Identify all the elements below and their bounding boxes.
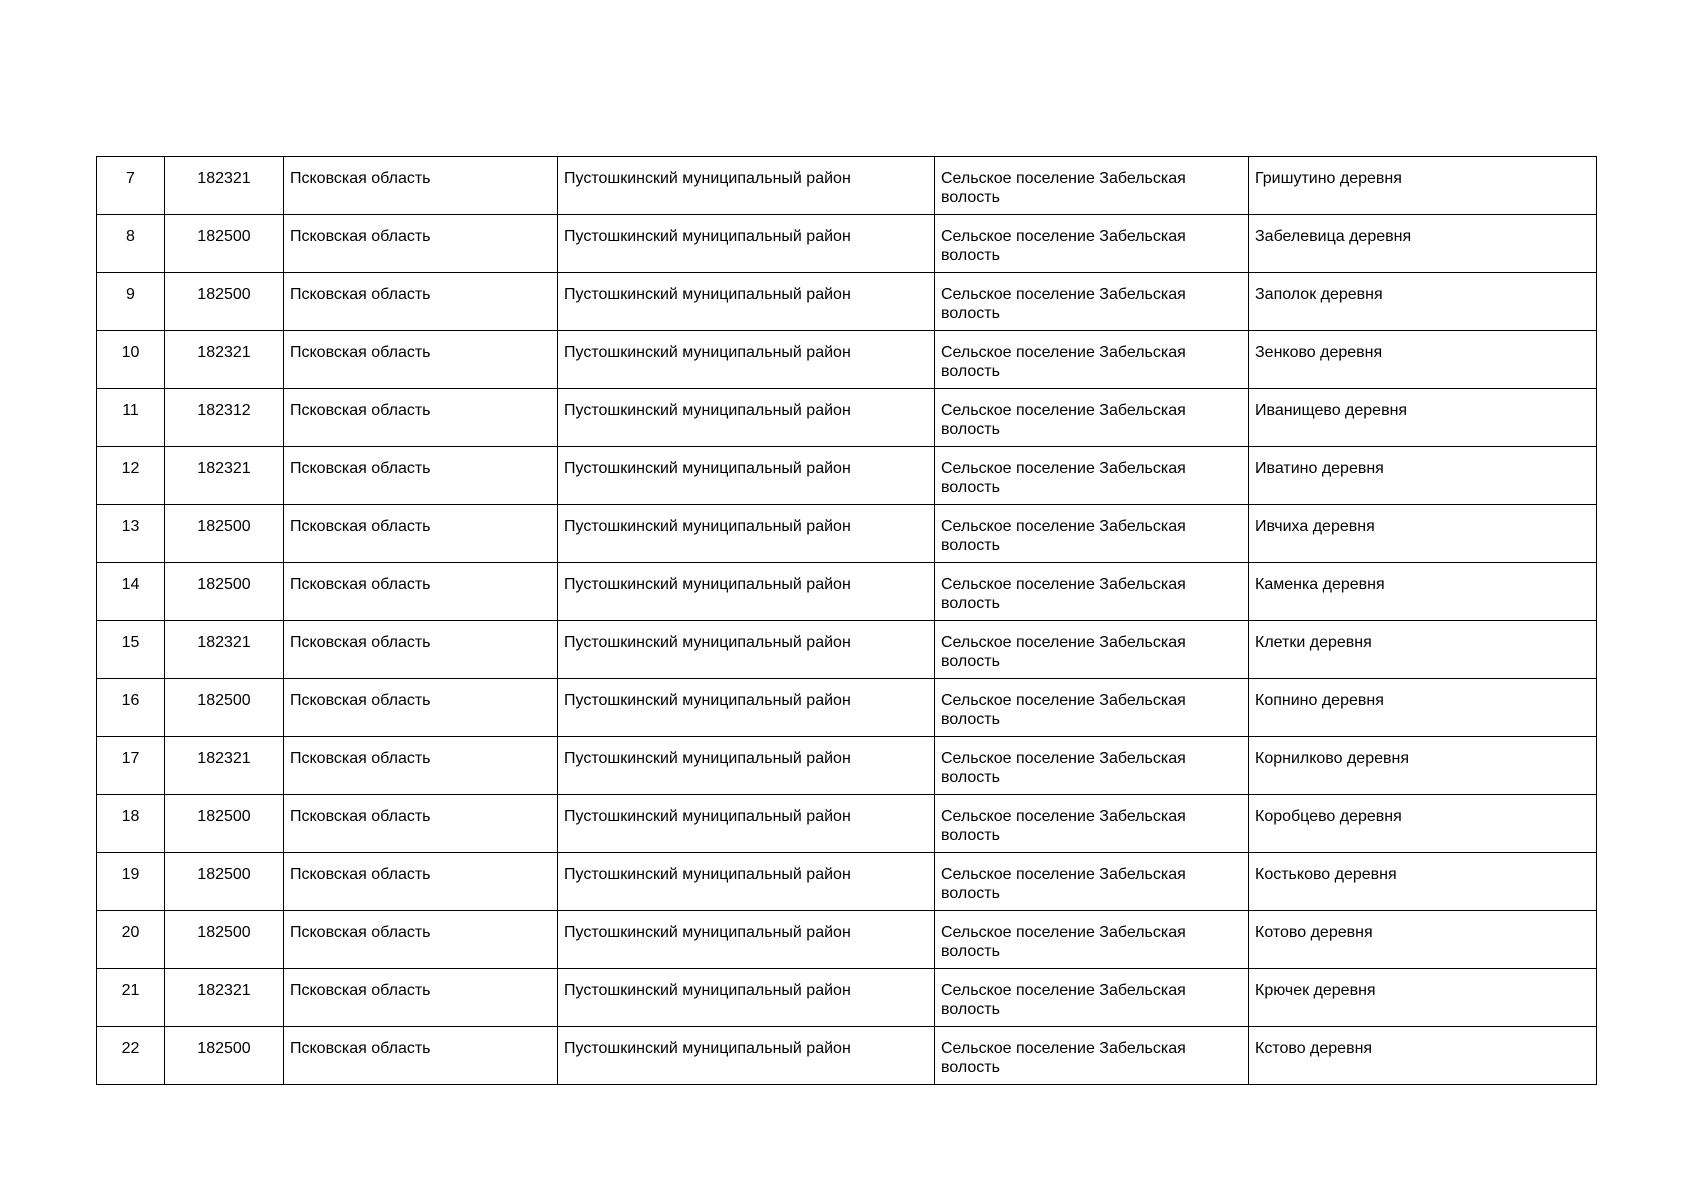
row-number-cell: 20 [97,911,165,969]
region-cell: Псковская область [284,447,558,505]
row-number-cell: 19 [97,853,165,911]
district-cell: Пустошкинский муниципальный район [558,853,935,911]
locality-cell: Иватино деревня [1249,447,1597,505]
locality-cell: Зенково деревня [1249,331,1597,389]
locality-cell: Каменка деревня [1249,563,1597,621]
row-number-cell: 7 [97,157,165,215]
locality-cell: Кстово деревня [1249,1027,1597,1085]
postal-index-cell: 182500 [165,795,284,853]
settlement-cell: Сельское поселение Забельская волость [935,679,1249,737]
region-cell: Псковская область [284,621,558,679]
region-cell: Псковская область [284,795,558,853]
table-body [97,157,1597,1085]
postal-index-cell: 182500 [165,215,284,273]
region-cell: Псковская область [284,679,558,737]
table-row [97,331,1597,389]
settlement-cell: Сельское поселение Забельская волость [935,563,1249,621]
region-cell: Псковская область [284,969,558,1027]
district-cell: Пустошкинский муниципальный район [558,795,935,853]
region-cell: Псковская область [284,389,558,447]
district-cell: Пустошкинский муниципальный район [558,737,935,795]
postal-index-cell: 182500 [165,505,284,563]
region-cell: Псковская область [284,853,558,911]
district-cell: Пустошкинский муниципальный район [558,447,935,505]
region-cell: Псковская область [284,273,558,331]
settlement-cell: Сельское поселение Забельская волость [935,157,1249,215]
row-number-cell: 14 [97,563,165,621]
settlement-cell: Сельское поселение Забельская волость [935,273,1249,331]
table-row [97,563,1597,621]
region-cell: Псковская область [284,505,558,563]
locality-cell: Забелевица деревня [1249,215,1597,273]
region-cell: Псковская область [284,737,558,795]
row-number-cell: 18 [97,795,165,853]
settlement-cell: Сельское поселение Забельская волость [935,621,1249,679]
district-cell: Пустошкинский муниципальный район [558,505,935,563]
settlement-cell: Сельское поселение Забельская волость [935,969,1249,1027]
district-cell: Пустошкинский муниципальный район [558,621,935,679]
locality-cell: Котово деревня [1249,911,1597,969]
table-row [97,911,1597,969]
table-row [97,215,1597,273]
settlement-cell: Сельское поселение Забельская волость [935,215,1249,273]
region-cell: Псковская область [284,1027,558,1085]
locality-cell: Клетки деревня [1249,621,1597,679]
postal-index-cell: 182321 [165,157,284,215]
row-number-cell: 17 [97,737,165,795]
district-cell: Пустошкинский муниципальный район [558,331,935,389]
locality-cell: Корнилково деревня [1249,737,1597,795]
table-row [97,795,1597,853]
locality-cell: Копнино деревня [1249,679,1597,737]
settlement-cell: Сельское поселение Забельская волость [935,389,1249,447]
row-number-cell: 16 [97,679,165,737]
postal-index-cell: 182312 [165,389,284,447]
settlement-cell: Сельское поселение Забельская волость [935,737,1249,795]
postal-index-cell: 182321 [165,969,284,1027]
district-cell: Пустошкинский муниципальный район [558,911,935,969]
settlement-cell: Сельское поселение Забельская волость [935,911,1249,969]
district-cell: Пустошкинский муниципальный район [558,157,935,215]
row-number-cell: 22 [97,1027,165,1085]
region-cell: Псковская область [284,215,558,273]
region-cell: Псковская область [284,331,558,389]
district-cell: Пустошкинский муниципальный район [558,273,935,331]
row-number-cell: 8 [97,215,165,273]
postal-index-cell: 182321 [165,331,284,389]
table-row [97,157,1597,215]
postal-index-cell: 182321 [165,447,284,505]
row-number-cell: 10 [97,331,165,389]
settlement-cell: Сельское поселение Забельская волость [935,505,1249,563]
postal-index-cell: 182500 [165,273,284,331]
settlement-cell: Сельское поселение Забельская волость [935,795,1249,853]
district-cell: Пустошкинский муниципальный район [558,563,935,621]
row-number-cell: 21 [97,969,165,1027]
row-number-cell: 13 [97,505,165,563]
locality-cell: Иванищево деревня [1249,389,1597,447]
district-cell: Пустошкинский муниципальный район [558,389,935,447]
postal-index-cell: 182321 [165,621,284,679]
locality-table [96,156,1597,1085]
settlement-cell: Сельское поселение Забельская волость [935,331,1249,389]
settlement-cell: Сельское поселение Забельская волость [935,853,1249,911]
settlement-cell: Сельское поселение Забельская волость [935,447,1249,505]
table-row [97,969,1597,1027]
locality-cell: Ивчиха деревня [1249,505,1597,563]
postal-index-cell: 182500 [165,679,284,737]
region-cell: Псковская область [284,911,558,969]
table-row [97,1027,1597,1085]
district-cell: Пустошкинский муниципальный район [558,215,935,273]
locality-cell: Заполок деревня [1249,273,1597,331]
row-number-cell: 12 [97,447,165,505]
locality-cell: Коробцево деревня [1249,795,1597,853]
table-row [97,447,1597,505]
region-cell: Псковская область [284,563,558,621]
district-cell: Пустошкинский муниципальный район [558,969,935,1027]
region-cell: Псковская область [284,157,558,215]
table-row [97,273,1597,331]
row-number-cell: 15 [97,621,165,679]
postal-index-cell: 182321 [165,737,284,795]
locality-cell: Гришутино деревня [1249,157,1597,215]
table-row [97,505,1597,563]
table-row [97,737,1597,795]
district-cell: Пустошкинский муниципальный район [558,1027,935,1085]
postal-index-cell: 182500 [165,853,284,911]
table-row [97,621,1597,679]
table-row [97,853,1597,911]
settlement-cell: Сельское поселение Забельская волость [935,1027,1249,1085]
table-row [97,389,1597,447]
locality-cell: Крючек деревня [1249,969,1597,1027]
postal-index-cell: 182500 [165,911,284,969]
postal-index-cell: 182500 [165,563,284,621]
locality-cell: Костьково деревня [1249,853,1597,911]
district-cell: Пустошкинский муниципальный район [558,679,935,737]
table-row [97,679,1597,737]
postal-index-cell: 182500 [165,1027,284,1085]
row-number-cell: 9 [97,273,165,331]
row-number-cell: 11 [97,389,165,447]
